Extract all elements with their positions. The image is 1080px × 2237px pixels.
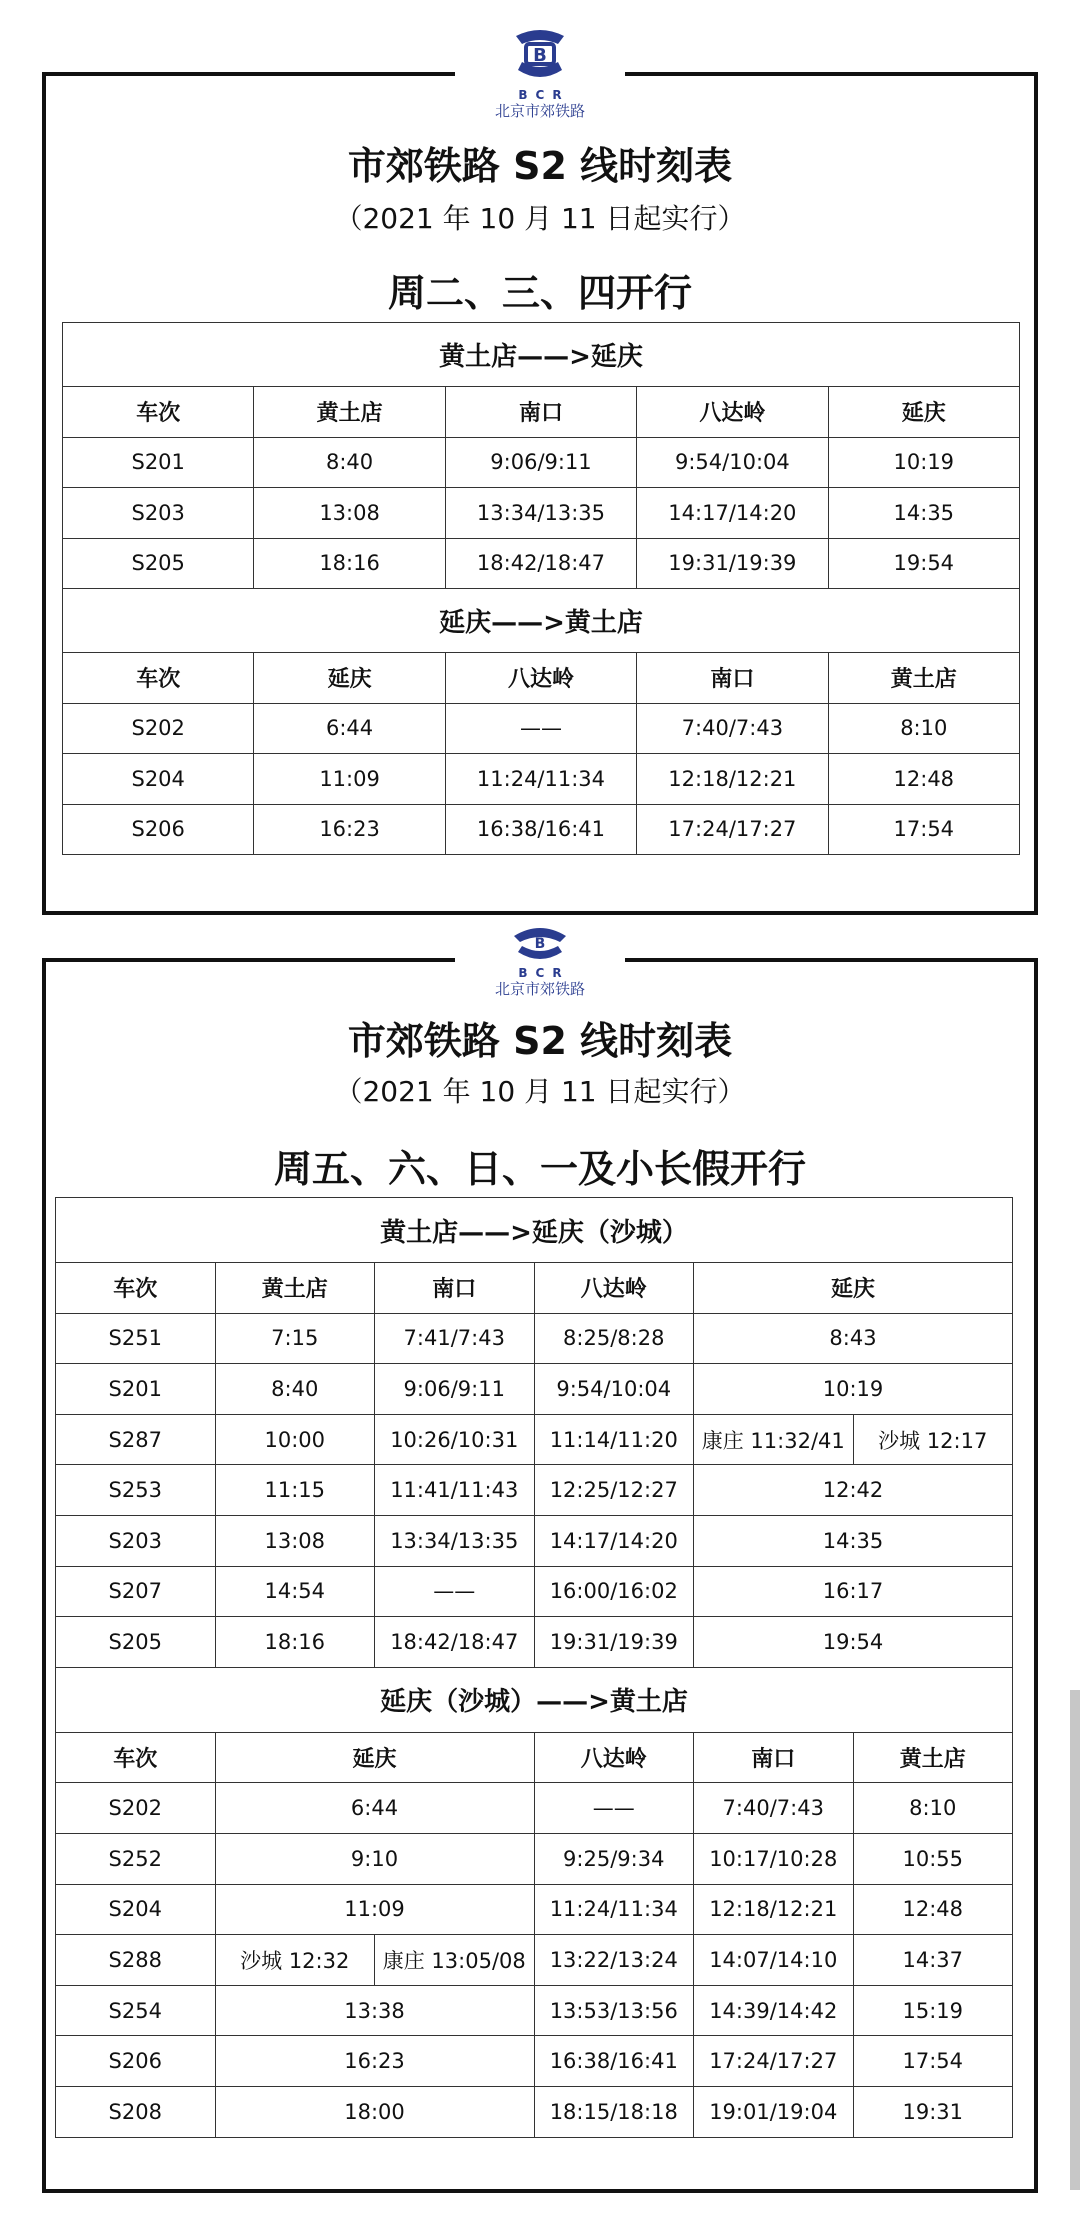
table-row bbox=[56, 1566, 1013, 1617]
table-row bbox=[56, 1884, 1013, 1935]
table-cell: 19:54 bbox=[694, 1617, 1013, 1668]
table-cell: 11:15 bbox=[215, 1465, 375, 1516]
timetable-weekend bbox=[55, 1197, 1013, 2138]
table-row bbox=[63, 754, 1020, 805]
column-header: 南口 bbox=[694, 1732, 854, 1783]
svg-text:B: B bbox=[533, 45, 547, 66]
table-cell: 10:17/10:28 bbox=[694, 1833, 854, 1884]
table-cell: 8:43 bbox=[694, 1313, 1013, 1364]
column-header: 八达岭 bbox=[534, 1263, 694, 1314]
logo-abbr: BCR bbox=[518, 966, 570, 980]
table-cell: 16:00/16:02 bbox=[534, 1566, 694, 1617]
table-cell: 11:09 bbox=[215, 1884, 534, 1935]
direction-header: 黄土店——>延庆（沙城） bbox=[56, 1198, 1013, 1263]
bcr-logo bbox=[455, 922, 625, 998]
table-cell: S288 bbox=[56, 1935, 216, 1986]
table-cell: 13:34/13:35 bbox=[445, 488, 636, 539]
table-cell: S205 bbox=[63, 538, 254, 589]
table-row bbox=[56, 1935, 1013, 1986]
table-cell: 19:01/19:04 bbox=[694, 2086, 854, 2137]
table-cell: 12:18/12:21 bbox=[694, 1884, 854, 1935]
table-row bbox=[56, 1783, 1013, 1834]
table-cell: 11:14/11:20 bbox=[534, 1414, 694, 1465]
column-header: 黄土店 bbox=[215, 1263, 375, 1314]
table-cell: 16:23 bbox=[215, 2036, 534, 2087]
table-cell: 18:42/18:47 bbox=[445, 538, 636, 589]
table-cell: 14:17/14:20 bbox=[534, 1515, 694, 1566]
table-cell: 康庄 11:32/41 bbox=[694, 1414, 854, 1465]
table-cell: 10:19 bbox=[828, 437, 1019, 488]
table-cell: 17:24/17:27 bbox=[694, 2036, 854, 2087]
column-header: 延庆 bbox=[694, 1263, 1013, 1314]
table-cell: 14:37 bbox=[853, 1935, 1013, 1986]
column-header: 八达岭 bbox=[445, 653, 636, 704]
table-cell: S208 bbox=[56, 2086, 216, 2137]
table-cell: S202 bbox=[63, 703, 254, 754]
table-cell: 18:42/18:47 bbox=[375, 1617, 535, 1668]
table-cell: S203 bbox=[56, 1515, 216, 1566]
table-cell: 8:40 bbox=[215, 1364, 375, 1415]
table-cell: 16:38/16:41 bbox=[534, 2036, 694, 2087]
table-row bbox=[56, 2036, 1013, 2087]
table-cell: 14:54 bbox=[215, 1566, 375, 1617]
table-cell: 19:31 bbox=[853, 2086, 1013, 2137]
panel2-days: 周五、六、日、一及小长假开行 bbox=[273, 1147, 806, 1191]
bcr-logo-icon bbox=[508, 922, 572, 966]
column-header-row bbox=[63, 387, 1020, 438]
column-header: 车次 bbox=[63, 387, 254, 438]
table-cell: S205 bbox=[56, 1617, 216, 1668]
table-cell: 11:09 bbox=[254, 754, 445, 805]
table-cell: 13:34/13:35 bbox=[375, 1515, 535, 1566]
table-cell: 11:41/11:43 bbox=[375, 1465, 535, 1516]
table-cell: 18:16 bbox=[254, 538, 445, 589]
table-cell: 14:39/14:42 bbox=[694, 1985, 854, 2036]
table-cell: S204 bbox=[63, 754, 254, 805]
table-cell: 7:15 bbox=[215, 1313, 375, 1364]
table-cell: 9:06/9:11 bbox=[445, 437, 636, 488]
bcr-logo bbox=[455, 26, 625, 120]
table-cell: S201 bbox=[56, 1364, 216, 1415]
table-cell: 12:48 bbox=[853, 1884, 1013, 1935]
table-row bbox=[56, 2086, 1013, 2137]
column-header-row bbox=[56, 1263, 1013, 1314]
table-cell: 9:54/10:04 bbox=[534, 1364, 694, 1415]
table-cell: S253 bbox=[56, 1465, 216, 1516]
table-row bbox=[56, 1985, 1013, 2036]
table-cell: 9:10 bbox=[215, 1833, 534, 1884]
table-cell: 13:38 bbox=[215, 1985, 534, 2036]
column-header-row bbox=[63, 653, 1020, 704]
table-cell: 8:10 bbox=[853, 1783, 1013, 1834]
logo-name: 北京市郊铁路 bbox=[494, 102, 585, 120]
column-header: 延庆 bbox=[254, 653, 445, 704]
direction-header: 延庆——>黄土店 bbox=[63, 589, 1020, 653]
column-header-row bbox=[56, 1732, 1013, 1783]
bcr-logo-icon bbox=[508, 26, 572, 88]
table-cell: 10:26/10:31 bbox=[375, 1414, 535, 1465]
table-cell: 7:41/7:43 bbox=[375, 1313, 535, 1364]
table-cell: 13:08 bbox=[254, 488, 445, 539]
table-row bbox=[56, 1515, 1013, 1566]
column-header: 南口 bbox=[637, 653, 828, 704]
table-cell: 7:40/7:43 bbox=[694, 1783, 854, 1834]
table-cell: 13:53/13:56 bbox=[534, 1985, 694, 2036]
column-header: 八达岭 bbox=[534, 1732, 694, 1783]
table-cell: 17:54 bbox=[853, 2036, 1013, 2087]
column-header: 延庆 bbox=[828, 387, 1019, 438]
table-cell: S204 bbox=[56, 1884, 216, 1935]
table-cell: 19:31/19:39 bbox=[534, 1617, 694, 1668]
table-cell: 沙城 12:32 bbox=[215, 1935, 375, 1986]
table-cell: 13:08 bbox=[215, 1515, 375, 1566]
table-cell: 8:25/8:28 bbox=[534, 1313, 694, 1364]
panel1-title: 市郊铁路 S2 线时刻表 bbox=[347, 144, 733, 188]
table-cell: 15:19 bbox=[853, 1985, 1013, 2036]
table-cell: 10:19 bbox=[694, 1364, 1013, 1415]
table-cell: 12:48 bbox=[828, 754, 1019, 805]
table-cell: 19:31/19:39 bbox=[637, 538, 828, 589]
table-cell: 9:25/9:34 bbox=[534, 1833, 694, 1884]
column-header: 黄土店 bbox=[254, 387, 445, 438]
table-cell: 14:07/14:10 bbox=[694, 1935, 854, 1986]
column-header: 南口 bbox=[445, 387, 636, 438]
table-cell: —— bbox=[534, 1783, 694, 1834]
column-header: 黄土店 bbox=[853, 1732, 1013, 1783]
table-cell: S202 bbox=[56, 1783, 216, 1834]
table-row bbox=[63, 437, 1020, 488]
logo-abbr: BCR bbox=[518, 88, 570, 102]
logo-name: 北京市郊铁路 bbox=[494, 980, 585, 998]
table-cell: 18:15/18:18 bbox=[534, 2086, 694, 2137]
table-cell: 18:16 bbox=[215, 1617, 375, 1668]
table-cell: —— bbox=[445, 703, 636, 754]
table-row bbox=[56, 1313, 1013, 1364]
table-cell: 18:00 bbox=[215, 2086, 534, 2137]
table-cell: 9:06/9:11 bbox=[375, 1364, 535, 1415]
direction-header: 延庆（沙城）——>黄土店 bbox=[56, 1667, 1013, 1732]
table-row bbox=[63, 488, 1020, 539]
table-cell: 16:23 bbox=[254, 804, 445, 855]
table-row bbox=[63, 804, 1020, 855]
table-row bbox=[56, 1364, 1013, 1415]
table-cell: S201 bbox=[63, 437, 254, 488]
panel1-days: 周二、三、四开行 bbox=[387, 271, 692, 315]
table-cell: 13:22/13:24 bbox=[534, 1935, 694, 1986]
table-cell: S203 bbox=[63, 488, 254, 539]
table-cell: 康庄 13:05/08 bbox=[375, 1935, 535, 1986]
table-row bbox=[56, 1833, 1013, 1884]
timetable-weekday bbox=[62, 322, 1020, 855]
table-row bbox=[56, 1465, 1013, 1516]
table-cell: —— bbox=[375, 1566, 535, 1617]
table-cell: 12:25/12:27 bbox=[534, 1465, 694, 1516]
table-cell: 6:44 bbox=[215, 1783, 534, 1834]
table-cell: 11:24/11:34 bbox=[534, 1884, 694, 1935]
panel2-title: 市郊铁路 S2 线时刻表 bbox=[347, 1019, 733, 1063]
column-header: 延庆 bbox=[215, 1732, 534, 1783]
table-cell: 12:42 bbox=[694, 1465, 1013, 1516]
table-row bbox=[63, 538, 1020, 589]
table-cell: 14:17/14:20 bbox=[637, 488, 828, 539]
direction-header: 黄土店——>延庆 bbox=[63, 323, 1020, 387]
table-cell: 10:00 bbox=[215, 1414, 375, 1465]
table-cell: 17:54 bbox=[828, 804, 1019, 855]
table-cell: 12:18/12:21 bbox=[637, 754, 828, 805]
table-row bbox=[63, 703, 1020, 754]
table-cell: 8:40 bbox=[254, 437, 445, 488]
column-header: 车次 bbox=[56, 1263, 216, 1314]
column-header: 南口 bbox=[375, 1263, 535, 1314]
table-cell: 7:40/7:43 bbox=[637, 703, 828, 754]
table-cell: 10:55 bbox=[853, 1833, 1013, 1884]
table-cell: 沙城 12:17 bbox=[853, 1414, 1013, 1465]
panel1-subtitle: （2021 年 10 月 11 日起实行） bbox=[334, 202, 746, 235]
scrollbar[interactable] bbox=[1070, 1690, 1080, 2190]
table-cell: 9:54/10:04 bbox=[637, 437, 828, 488]
column-header: 黄土店 bbox=[828, 653, 1019, 704]
table-cell: 16:38/16:41 bbox=[445, 804, 636, 855]
table-cell: 14:35 bbox=[828, 488, 1019, 539]
table-cell: S287 bbox=[56, 1414, 216, 1465]
svg-text:B: B bbox=[534, 936, 546, 952]
table-cell: 17:24/17:27 bbox=[637, 804, 828, 855]
table-cell: S207 bbox=[56, 1566, 216, 1617]
table-cell: S206 bbox=[56, 2036, 216, 2087]
table-cell: S254 bbox=[56, 1985, 216, 2036]
table-cell: 19:54 bbox=[828, 538, 1019, 589]
table-row bbox=[56, 1617, 1013, 1668]
panel2-subtitle: （2021 年 10 月 11 日起实行） bbox=[334, 1075, 746, 1108]
table-cell: S206 bbox=[63, 804, 254, 855]
table-row bbox=[56, 1414, 1013, 1465]
table-cell: 16:17 bbox=[694, 1566, 1013, 1617]
column-header: 车次 bbox=[63, 653, 254, 704]
table-cell: S251 bbox=[56, 1313, 216, 1364]
table-cell: 8:10 bbox=[828, 703, 1019, 754]
column-header: 车次 bbox=[56, 1732, 216, 1783]
table-cell: 14:35 bbox=[694, 1515, 1013, 1566]
table-cell: 11:24/11:34 bbox=[445, 754, 636, 805]
table-cell: 6:44 bbox=[254, 703, 445, 754]
column-header: 八达岭 bbox=[637, 387, 828, 438]
table-cell: S252 bbox=[56, 1833, 216, 1884]
